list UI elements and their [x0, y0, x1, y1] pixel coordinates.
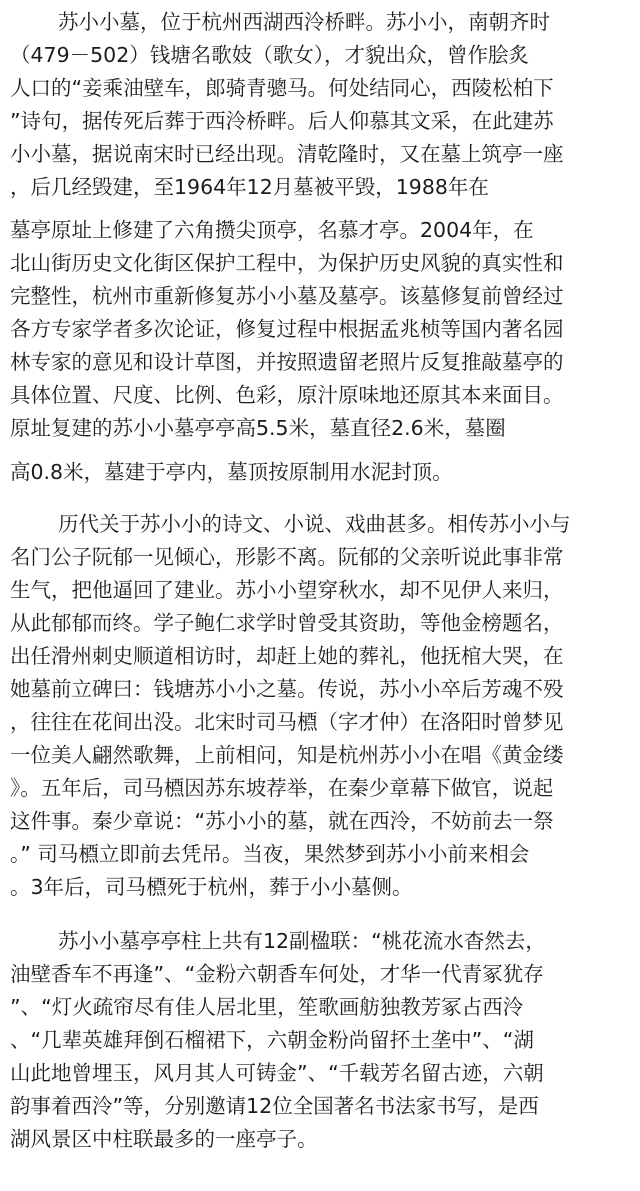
- paragraph-2-line-7: ，往往在花间出没。北宋时司马槱（字才仲）在洛阳时曾梦见: [10, 710, 564, 734]
- paragraph-1-line-12: 具体位置、尺度、比例、色彩，原汁原味地还原其本来面目。: [10, 383, 564, 407]
- paragraph-3-line-6: 韵事着西泠”等，分别邀请12位全国著名书法家书写，是西: [10, 1094, 539, 1118]
- paragraph-1-line-5: 小小墓，据说南宋时已经出现。清乾隆时，又在墓上筑亭一座: [10, 142, 564, 166]
- paragraph-1-line-3: 人口的“妾乘油壁车，郎骑青骢马。何处结同心，西陵松柏下: [10, 76, 554, 100]
- paragraph-1-line-11: 林专家的意见和设计草图，并按照遗留老照片反复推敲墓亭的: [10, 350, 564, 374]
- paragraph-3-line-2: 油壁香车不再逢”、“金粉六朝香车何处，才华一代青冢犹存: [10, 962, 544, 986]
- paragraph-3-line-7: 湖风景区中柱联最多的一座亭子。: [10, 1127, 318, 1151]
- paragraph-1-line-2: （479－502）钱塘名歌妓（歌女），才貌出众，曾作脍炙: [10, 43, 530, 67]
- paragraph-3-line-1: 苏小小墓亭亭柱上共有12副楹联：“桃花流水杳然去，: [58, 929, 546, 953]
- paragraph-2-line-10: 这件事。秦少章说：“苏小小的墓，就在西泠，不妨前去一祭: [10, 809, 554, 833]
- paragraph-1-line-8: 北山街历史文化街区保护工程中，为保护历史风貌的真实性和: [10, 251, 564, 275]
- paragraph-1-line-1: 苏小小墓，位于杭州西湖西泠桥畔。苏小小，南朝齐时: [58, 10, 550, 34]
- paragraph-1-line-14: 高0.8米，墓建于亭内，墓顶按原制用水泥封顶。: [10, 460, 453, 484]
- paragraph-2-line-1: 历代关于苏小小的诗文、小说、戏曲甚多。相传苏小小与: [58, 512, 571, 536]
- paragraph-1-line-7: 墓亭原址上修建了六角攒尖顶亭，名慕才亭。2004年，在: [10, 218, 534, 242]
- paragraph-3-line-3: ”、“灯火疏帘尽有佳人居北里，笙歌画舫独教芳冢占西泠: [10, 995, 524, 1019]
- paragraph-2-line-3: 生气，把他逼回了建业。苏小小望穿秋水，却不见伊人来归，: [10, 578, 564, 602]
- paragraph-2-line-9: 》。五年后，司马槱因苏东坡荐举，在秦少章幕下做官，说起: [10, 776, 554, 800]
- paragraph-2-line-12: 。3年后，司马槱死于杭州，葬于小小墓侧。: [10, 875, 413, 899]
- paragraph-1-line-9: 完整性，杭州市重新修复苏小小墓及墓亭。该墓修复前曾经过: [10, 284, 564, 308]
- paragraph-1-line-13: 原址复建的苏小小墓亭亭高5.5米，墓直径2.6米，墓圈: [10, 416, 506, 440]
- paragraph-2-line-5: 出任滑州刺史顺道相访时，却赶上她的葬礼，他抚棺大哭，在: [10, 644, 564, 668]
- paragraph-3-line-5: 山此地曾埋玉，风月其人可铸金”、“千载芳名留古迹，六朝: [10, 1061, 544, 1085]
- paragraph-2-line-2: 名门公子阮郁一见倾心，形影不离。阮郁的父亲听说此事非常: [10, 545, 564, 569]
- paragraph-3-line-4: 、“几辈英雄拜倒石榴裙下，六朝金粉尚留抔土垄中”、“湖: [10, 1028, 534, 1052]
- paragraph-2-line-11: 。” 司马槱立即前去凭吊。当夜，果然梦到苏小小前来相会: [10, 842, 530, 866]
- paragraph-2-line-6: 她墓前立碑曰：钱塘苏小小之墓。传说，苏小小卒后芳魂不殁: [10, 677, 564, 701]
- paragraph-1-line-10: 各方专家学者多次论证，修复过程中根据孟兆桢等国内著名园: [10, 317, 564, 341]
- paragraph-1-line-6: ，后几经毁建，至1964年12月墓被平毁，1988年在: [10, 175, 489, 199]
- paragraph-1-line-4: ”诗句，据传死后葬于西泠桥畔。后人仰慕其文采，在此建苏: [10, 109, 554, 133]
- paragraph-2-line-8: 一位美人翩然歌舞，上前相问，知是杭州苏小小在唱《黄金缕: [10, 743, 564, 767]
- paragraph-2-line-4: 从此郁郁而终。学子鲍仁求学时曾受其资助，等他金榜题名，: [10, 611, 564, 635]
